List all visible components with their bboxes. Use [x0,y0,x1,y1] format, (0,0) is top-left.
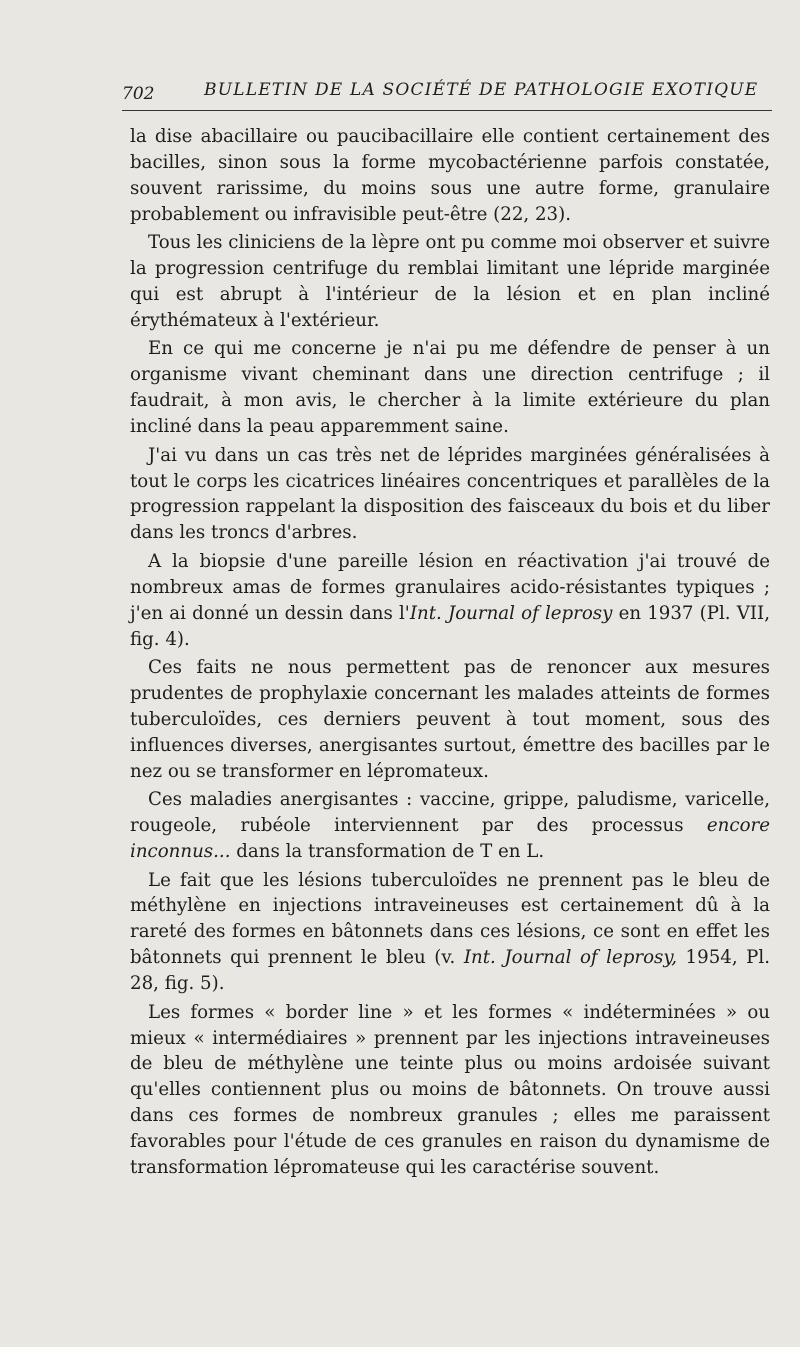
page-header [122,80,772,108]
paragraph: Les formes « border line » et les formes « indéterminées » ou mieux « intermédiaires » prennent par les injections intraveineuses de bleu de méthylène une teinte plus ou moins ardoisée suivant qu'elles contiennent plus ou moins de bâtonnets. On trouve aussi dans ces formes de nombreux granules ; elles me paraissent favorables pour l'étude de ces granules en raison du dynamisme de transformation lépromateuse qui les caractérise souvent. [130,1001,770,1179]
paragraph-text: en 1937 (Pl. VII, fig. 4). [130,602,770,650]
paragraph [130,549,770,653]
paragraph-text: dans la transformation de T en L. [230,841,545,863]
paragraph: Ces faits ne nous permettent pas de renoncer aux mesures prudentes de prophylaxie concernant les malades atteints de formes tuberculoïdes, ces derniers peuvent à tout moment, sous des influences diverses, anergisantes surtout, émettre des bacilles par le nez ou se transformer en lépromateux. [130,657,770,782]
paragraph-text: A la biopsie d'une pareille lésion en réactivation j'ai trouvé de nombreux amas de formes granulaires acido-résistantes typiques ; j'en ai donné un dessin dans l' [130,550,770,624]
paragraph: En ce qui me concerne je n'ai pu me défendre de penser à un organisme vivant cheminant dans une direction centrifuge ; il faudrait, à mon avis, le chercher à la limite extérieure du plan incliné dans la peau apparemment saine. [130,338,770,438]
paragraph: Tous les cliniciens de la lèpre ont pu comme moi observer et suivre la progression centrifuge du remblai limitant une lépride marginée qui est abrupt à l'intérieur de la lésion et en plan incliné érythémateux à l'extérieur. [130,232,770,331]
body-text [130,124,770,1184]
page-number: 702 [122,84,155,104]
paragraph: J'ai vu dans un cas très net de léprides marginées généralisées à tout le corps les cicatrices linéaires concentriques et parallèles de la progression rappelant la disposition des faisceaux du bois et du liber dans les troncs d'arbres. [130,444,770,544]
journal-title: Int. Journal of leprosy, [463,947,678,969]
paragraph-text: 1954, Pl. 28, fig. 5). [130,947,771,995]
header-rule [122,110,772,111]
emphasis: encore inconnus... [130,815,770,863]
running-title: BULLETIN DE LA SOCIÉTÉ DE PATHOLOGIE EXOTIQUE [204,80,759,100]
paragraph [130,787,770,865]
paragraph [130,868,770,998]
paragraph: la dise abacillaire ou paucibacillaire elle contient certainement des bacilles, sinon sous la forme mycobactérienne parfois constatée, souvent rarissime, du moins sous une autre forme, granulaire probablement ou infravisible peut-être (22, 23). [130,126,770,225]
paragraph-text: Le fait que les lésions tuberculoïdes ne prennent pas le bleu de méthylène en injections intraveineuses est certainement dû à la rareté des formes en bâtonnets dans ces lésions, ce sont en effet les bâtonnets qui prennent le bleu (v. [130,869,770,969]
journal-title: Int. Journal of leprosy [409,602,613,624]
paragraph-text: Ces maladies anergisantes : vaccine, grippe, paludisme, varicelle, rougeole, rubéole interviennent par des processus [130,789,770,837]
